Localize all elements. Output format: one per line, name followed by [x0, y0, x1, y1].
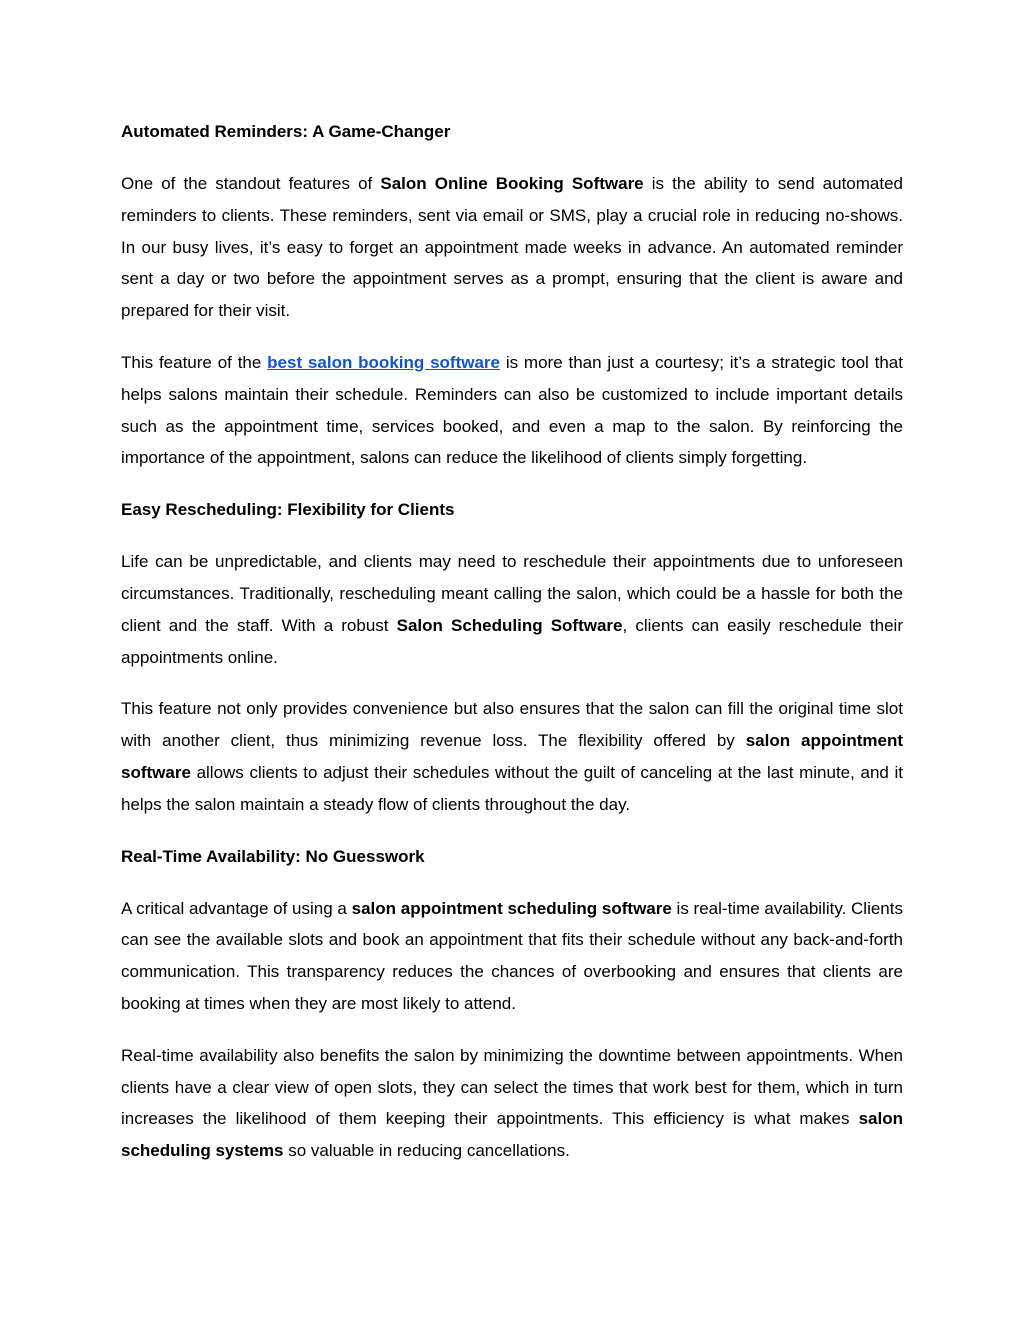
paragraph-text: is real-time availability. Clients can see the available slots and book an appointment that fits their schedule without any back-and-forth communication. This transparency reduces the chances of overbooking and ensures that clients are booking at times when they are most likely to attend. — [121, 898, 903, 1013]
bold-keyword: salon scheduling systems — [121, 1109, 903, 1161]
paragraph-text: One of the standout features of — [121, 174, 381, 193]
section-easy-rescheduling — [121, 494, 903, 820]
bold-keyword: salon appointment scheduling software — [351, 898, 672, 918]
paragraph-text: This feature of the — [121, 352, 268, 372]
paragraph-text: , clients can easily reschedule their appointments online. — [121, 615, 903, 667]
paragraph — [121, 168, 903, 327]
paragraph-text: This feature not only provides convenience but also ensures that the salon can fill the original time slot with another client, thus minimizing revenue loss. The flexibility offered by — [121, 699, 903, 751]
section-real-time-availability — [121, 841, 903, 1167]
paragraph-text: is more than just a courtesy; it’s a strategic tool that helps salons maintain their schedule. Reminders can also be customized to include important details such as the appointment time, services booked, and even a map to the salon. By reinforcing the importance of the appointment, salons can reduce the likelihood of clients simply forgetting. — [121, 352, 903, 468]
paragraph-text: so valuable in reducing cancellations. — [283, 1141, 570, 1161]
paragraph — [121, 693, 903, 820]
bold-keyword: salon appointment software — [121, 731, 903, 782]
paragraph — [121, 546, 903, 673]
paragraph — [121, 347, 903, 474]
paragraph-text: is the ability to send automated reminders to clients. These reminders, sent via email or SMS, play a crucial role in reducing no-shows. In our busy lives, it’s easy to forget an appointment made weeks in advance. An automated reminder sent a day or two before the appointment serves as a prompt, ensuring that the client is aware and prepared for their visit. — [121, 174, 903, 321]
paragraph-text: allows clients to adjust their schedules without the guilt of canceling at the last minute, and it helps the salon maintain a steady flow of clients throughout the day. — [121, 762, 903, 814]
paragraph-text: Life can be unpredictable, and clients may need to reschedule their appointments due to unforeseen circumstances. Traditionally, rescheduling meant calling the salon, which could be a hassle for both the client and the staff. With a robust — [121, 552, 903, 635]
paragraph-text: Real-time availability also benefits the salon by minimizing the downtime between appointments. When clients have a clear view of open slots, they can select the times that work best for them, which in turn increases the likelihood of them keeping their appointments. This efficiency is what makes — [121, 1045, 903, 1129]
bold-keyword: Salon Scheduling Software — [396, 615, 623, 635]
section-automated-reminders — [121, 116, 903, 474]
paragraph — [121, 893, 903, 1020]
section-heading: Real-Time Availability: No Guesswork — [121, 846, 425, 866]
section-heading: Easy Rescheduling: Flexibility for Clients — [121, 500, 455, 520]
section-heading: Automated Reminders: A Game-Changer — [121, 122, 451, 141]
paragraph-text: A critical advantage of using a — [121, 898, 352, 918]
best-salon-booking-software-link[interactable]: best salon booking software — [267, 352, 500, 372]
bold-keyword: Salon Online Booking Software — [380, 174, 644, 193]
document-page — [121, 116, 903, 1187]
paragraph — [121, 1040, 903, 1167]
